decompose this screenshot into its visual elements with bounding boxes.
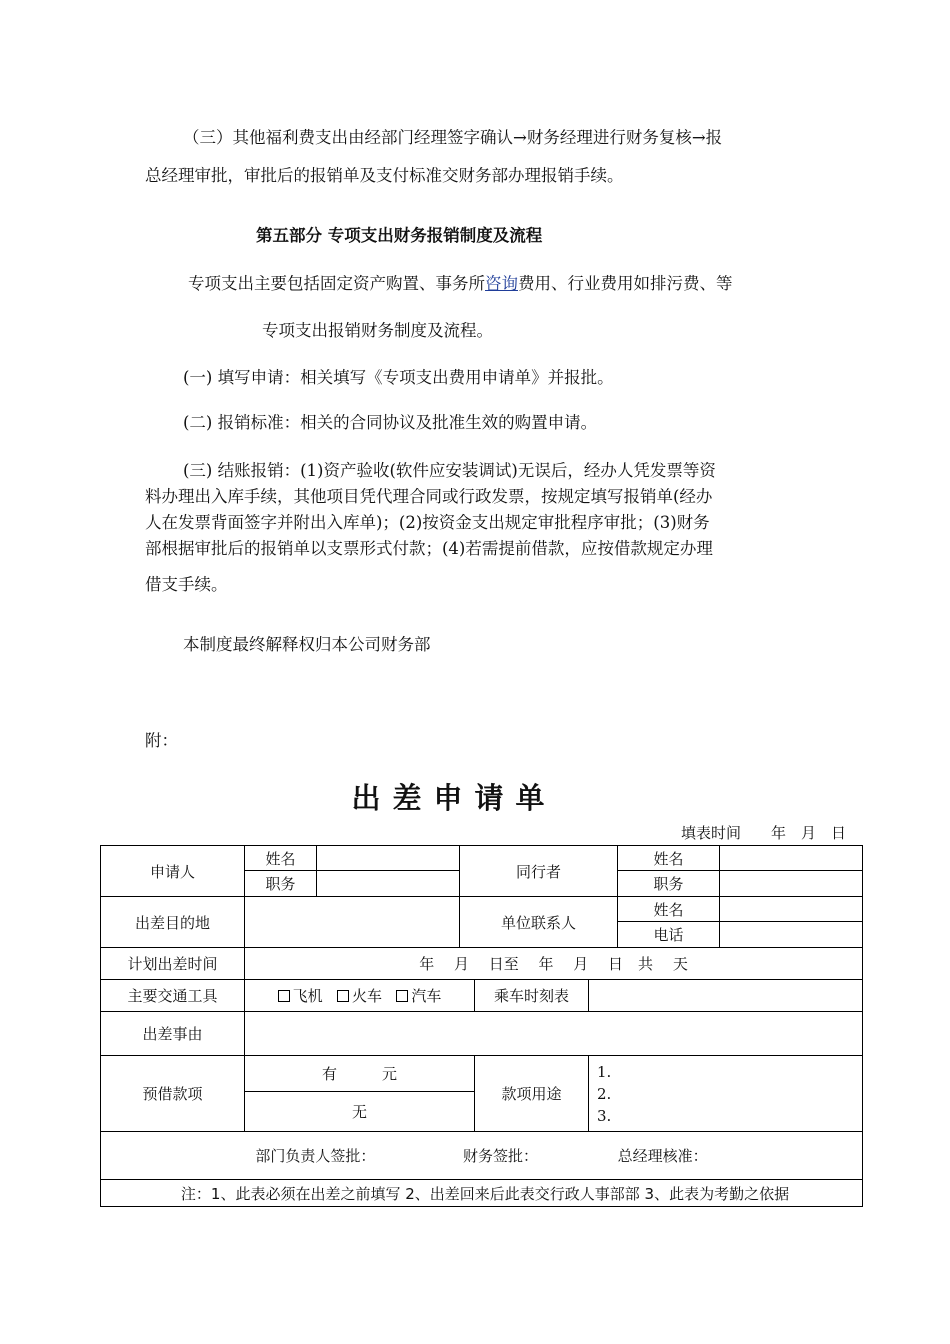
reason-field[interactable] (245, 1012, 863, 1056)
applicant-position-label: 职务 (245, 871, 317, 897)
schedule-label: 乘车时刻表 (475, 980, 589, 1012)
destination-label: 出差目的地 (101, 897, 245, 948)
companion-name-label: 姓名 (618, 846, 720, 871)
reason-label: 出差事由 (101, 1012, 245, 1056)
form-title: 出差申请单 (351, 781, 557, 815)
applicant-name-field[interactable] (317, 846, 460, 871)
item-settlement-line5: 借支手续。 (145, 575, 228, 594)
applicant-name-label: 姓名 (245, 846, 317, 871)
companion-position-field[interactable] (720, 871, 863, 897)
special-intro-line1 (188, 270, 733, 294)
transport-option-plane[interactable]: 飞机 (278, 987, 323, 1005)
fill-date: 填表时间 年 月 日 (680, 824, 846, 842)
final-statement: 本制度最终解释权归本公司财务部 (183, 635, 431, 654)
planned-time-template: 年 月 日至 年 月 日 共 天 (419, 955, 688, 973)
gm-approve-label: 总经理核准： (617, 1147, 708, 1165)
schedule-field[interactable] (589, 980, 863, 1012)
planned-time-field[interactable] (245, 948, 863, 980)
purpose-item-1: 1. (597, 1062, 612, 1081)
companion-position-label: 职务 (618, 871, 720, 897)
planned-time-label: 计划出差时间 (101, 948, 245, 980)
purpose-item-3: 3. (597, 1106, 612, 1125)
transport-option-train[interactable]: 火车 (337, 987, 382, 1005)
item-reimbursement-standard: (二) 报销标准：相关的合同协议及批准生效的购置申请。 (183, 413, 598, 432)
purpose-item-2: 2. (597, 1084, 612, 1103)
applicant-label: 申请人 (101, 846, 245, 897)
checkbox-icon[interactable] (278, 990, 290, 1002)
contact-phone-field[interactable] (720, 922, 863, 948)
special-intro-line2: 专项支出报销财务制度及流程。 (262, 321, 493, 340)
advance-label: 预借款项 (101, 1056, 245, 1132)
applicant-position-field[interactable] (317, 871, 460, 897)
finance-sign-label: 财务签批： (463, 1147, 539, 1165)
item-settlement-line3: 人在发票背面签字并附出入库单)；(2)按资金支出规定审批程序审批；(3)财务 (145, 513, 710, 532)
item-settlement-line2: 料办理出入库手续，其他项目凭代理合同或行政发票，按规定填写报销单(经办 (145, 487, 713, 506)
checkbox-icon[interactable] (337, 990, 349, 1002)
transport-option-car[interactable]: 汽车 (396, 987, 441, 1005)
signature-row (101, 1132, 863, 1180)
transport-label: 主要交通工具 (101, 980, 245, 1012)
dept-sign-label: 部门负责人签批： (255, 1147, 376, 1165)
advance-no[interactable]: 无 (245, 1092, 475, 1132)
section5-title: 第五部分 专项支出财务报销制度及流程 (256, 226, 543, 245)
item-fill-application: (一) 填写申请：相关填写《专项支出费用申请单》并报批。 (183, 368, 614, 387)
advance-yes[interactable]: 有 元 (245, 1056, 475, 1092)
destination-field[interactable] (245, 897, 460, 948)
form-note: 注：1、此表必须在出差之前填写 2、出差回来后此表交行政人事部部 3、此表为考勤之依据 (101, 1180, 863, 1207)
checkbox-icon[interactable] (396, 990, 408, 1002)
travel-application-form (100, 845, 863, 1207)
welfare-para-line1: （三）其他福利费支出由经部门经理签字确认→财务经理进行财务复核→报 (183, 128, 723, 147)
purpose-field[interactable] (589, 1056, 863, 1132)
contact-name-label: 姓名 (618, 897, 720, 922)
purpose-label: 款项用途 (475, 1056, 589, 1132)
item-settlement-line1: (三) 结账报销：(1)资产验收(软件应安装调试)无误后，经办人凭发票等资 (183, 461, 716, 480)
item-settlement-line4: 部根据审批后的报销单以支票形式付款；(4)若需提前借款，应按借款规定办理 (145, 539, 713, 558)
companion-name-field[interactable] (720, 846, 863, 871)
companion-label: 同行者 (460, 846, 618, 897)
contact-name-field[interactable] (720, 897, 863, 922)
appendix-label: 附： (145, 731, 178, 750)
special-intro-text-a: 专项支出主要包括固定资产购置、事务所 (188, 274, 485, 293)
welfare-para-line2: 总经理审批，审批后的报销单及支付标准交财务部办理报销手续。 (145, 166, 624, 185)
consulting-link[interactable]: 咨询 (485, 274, 518, 293)
unit-contact-label: 单位联系人 (460, 897, 618, 948)
special-intro-text-b: 费用、行业费用如排污费、等 (518, 274, 733, 293)
transport-options (245, 980, 475, 1012)
contact-phone-label: 电话 (618, 922, 720, 948)
